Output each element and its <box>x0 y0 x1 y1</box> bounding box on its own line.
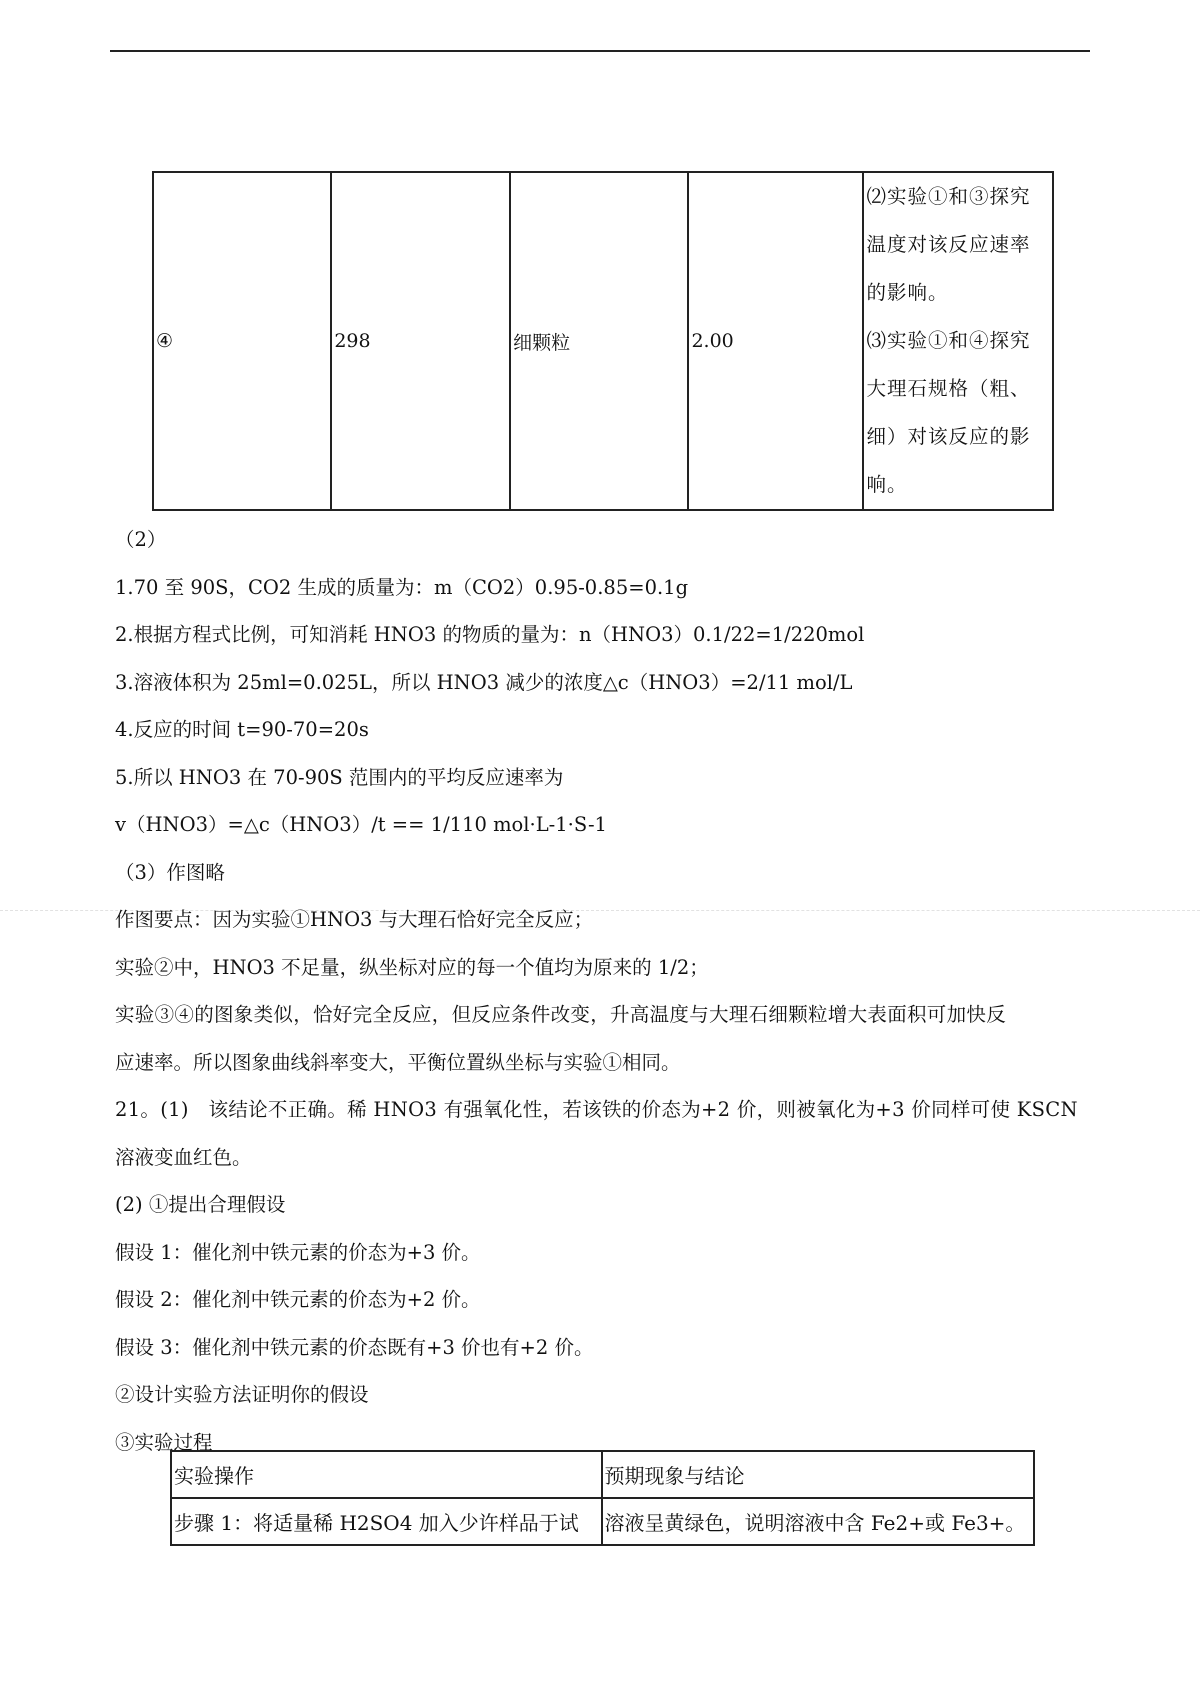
purpose-line: 的影响。 <box>866 281 949 304</box>
table-cell-purpose <box>863 172 1053 510</box>
section-label: （2） <box>115 528 167 551</box>
table-cell-marble-size: 细颗粒 <box>510 172 688 510</box>
purpose-line: 大理石规格（粗、 <box>866 377 1031 400</box>
table-cell-step: 步骤 1：将适量稀 H2SO4 加入少许样品于试 <box>171 1498 602 1545</box>
answer-line: 5.所以 HNO3 在 70-90S 范围内的平均反应速率为 <box>115 765 564 789</box>
purpose-line: 响。 <box>866 473 908 496</box>
page-header-rule <box>110 50 1090 52</box>
answer-line: 实验②中，HNO3 不足量，纵坐标对应的每一个值均为原来的 1/2； <box>115 955 709 979</box>
section-label: （3）作图略 <box>115 860 225 884</box>
hypothesis-line: 假设 2：催化剂中铁元素的价态为+2 价。 <box>115 1288 481 1311</box>
answer-line: ③实验过程 <box>115 1430 213 1454</box>
table-header-expected: 预期现象与结论 <box>602 1451 1034 1498</box>
hypothesis-line: 假设 3：催化剂中铁元素的价态既有+3 价也有+2 价。 <box>115 1335 594 1359</box>
table-cell-result: 溶液呈黄绿色，说明溶液中含 Fe2+或 Fe3+。 <box>602 1498 1034 1545</box>
experiment-table <box>152 171 1054 511</box>
answer-line: 作图要点：因为实验①HNO3 与大理石恰好完全反应； <box>115 908 594 931</box>
answer-line: 1.70 至 90S，CO2 生成的质量为：m（CO2）0.95-0.85=0.1g <box>115 575 689 599</box>
answer-line: 2.根据方程式比例，可知消耗 HNO3 的物质的量为：n（HNO3）0.1/22=1/220mol <box>115 623 865 646</box>
table-row <box>171 1498 1034 1545</box>
table-header-row <box>171 1451 1034 1498</box>
table-cell-concentration: 2.00 <box>688 172 863 510</box>
answer-line: (2) ①提出合理假设 <box>115 1193 286 1216</box>
answer-line: 溶液变血红色。 <box>115 1145 252 1169</box>
answer-line: 3.溶液体积为 25ml=0.025L，所以 HNO3 减少的浓度△c（HNO3）=2/11 mol/L <box>115 670 853 694</box>
answer-body <box>115 516 1095 1466</box>
table-cell-temperature: 298 <box>331 172 510 510</box>
answer-line: 4.反应的时间 t=90-70=20s <box>115 718 369 741</box>
purpose-line: ⑵实验①和③探究 <box>866 185 1031 208</box>
table-row <box>153 172 1053 510</box>
table-cell-experiment-no: ④ <box>153 172 331 510</box>
table-header-operation: 实验操作 <box>171 1451 602 1498</box>
answer-line: ②设计实验方法证明你的假设 <box>115 1383 369 1406</box>
purpose-line: 温度对该反应速率 <box>866 233 1031 256</box>
purpose-line: 细）对该反应的影 <box>866 425 1031 448</box>
answer-line: 应速率。所以图象曲线斜率变大，平衡位置纵坐标与实验①相同。 <box>115 1050 681 1074</box>
answer-line: v（HNO3）=△c（HNO3）/t == 1/110 mol·L-1·S-1 <box>115 813 607 836</box>
procedure-table <box>170 1450 1035 1546</box>
purpose-line: ⑶实验①和④探究 <box>866 329 1031 352</box>
hypothesis-line: 假设 1：催化剂中铁元素的价态为+3 价。 <box>115 1240 481 1264</box>
answer-line: 实验③④的图象类似，恰好完全反应，但反应条件改变，升高温度与大理石细颗粒增大表面积可加快反 <box>115 1003 1007 1026</box>
answer-line: 21。(1) 该结论不正确。稀 HNO3 有强氧化性，若该铁的价态为+2 价，则被氧化为+3 价同样可使 KSCN <box>115 1098 1078 1121</box>
